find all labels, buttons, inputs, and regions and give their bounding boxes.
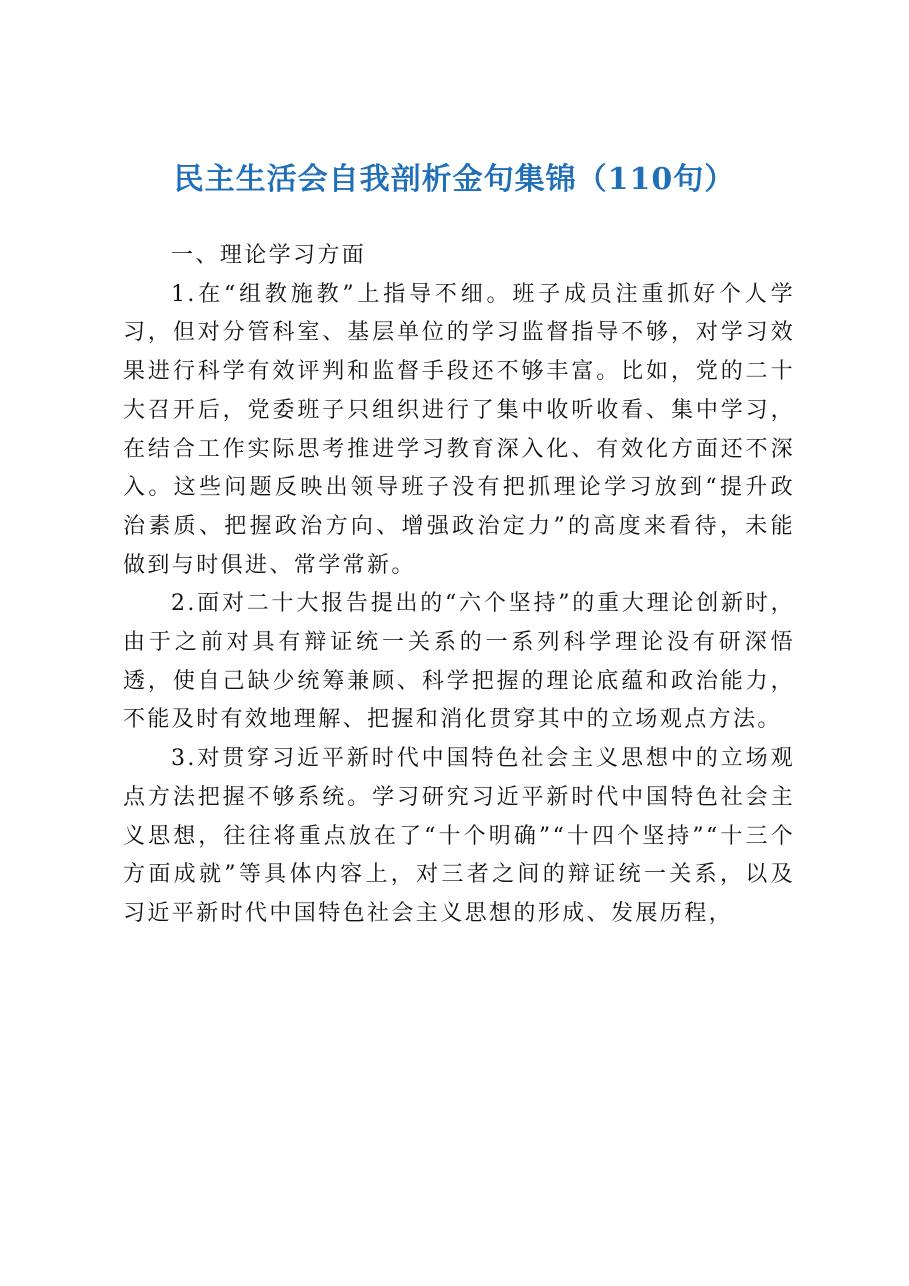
paragraph-1: 1.在“组教施教”上指导不细。班子成员注重抓好个人学习，但对分管科室、基层单位的学习监督指导不够，对学习效果进行科学有效评判和监督手段还不够丰富。比如，党的二十大召开后，党委班子只组织进行了集中收听收看、集中学习，在结合工作实际思考推进学习教育深入化、有效化方面还不深入。这些问题反映出领导班子没有把抓理论学习放到“提升政治素质、把握政治方向、增强政治定力”的高度来看待，未能做到与时俱进、常学常新。 xyxy=(123,281,795,578)
section-heading: 一、理论学习方面 xyxy=(171,243,367,268)
paragraph-3: 3.对贯穿习近平新时代中国特色社会主义思想中的立场观点方法把握不够系统。学习研究习近平新时代中国特色社会主义思想，往往将重点放在了“十个明确”“十四个坚持”“十三个方面成就”等具体内容上，对三者之间的辩证统一关系，以及习近平新时代中国特色社会主义思想的形成、发展历程， xyxy=(123,746,795,926)
document-body xyxy=(123,237,795,934)
document-title: 民主生活会自我剖析金句集锦（110句） xyxy=(173,162,736,197)
paragraph-2: 2.面对二十大报告提出的“六个坚持”的重大理论创新时，由于之前对具有辩证统一关系的一系列科学理论没有研深悟透，使自己缺少统筹兼顾、科学把握的理论底蕴和政治能力，不能及时有效地理解、把握和消化贯穿其中的立场观点方法。 xyxy=(123,591,795,733)
